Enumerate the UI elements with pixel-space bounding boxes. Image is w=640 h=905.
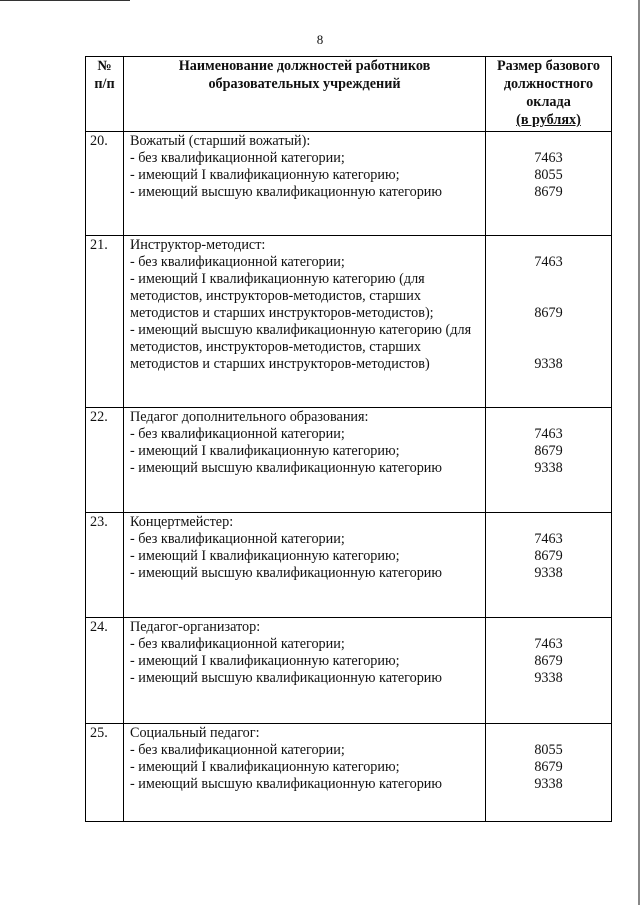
category-item: - имеющий I квалификационную категорию; — [130, 759, 400, 775]
category-item: - имеющий высшую квалификационную категорию — [130, 460, 442, 476]
salary-value: 9338 — [534, 670, 563, 686]
category-item: - без квалификационной категории; — [130, 742, 345, 758]
header-name-line1: Наименование должностей работников — [178, 58, 431, 74]
row-salaries — [486, 724, 612, 822]
salary-table — [85, 56, 612, 822]
category-item: - без квалификационной категории; — [130, 150, 345, 166]
category-item: - имеющий I квалификационную категорию (для методистов, инструкторов-методистов, старших методистов и старших инструкторов-методистов); — [130, 271, 434, 321]
category-item: - без квалификационной категории; — [130, 426, 345, 442]
header-salary-line4: (в рублях) — [516, 112, 581, 128]
salary-value: 8679 — [534, 305, 563, 321]
header-salary-line1: Размер базового — [496, 58, 601, 74]
salary-value: 7463 — [534, 254, 563, 270]
category-item: - имеющий высшую квалификационную категорию — [130, 184, 442, 200]
salary-value: 9338 — [534, 776, 563, 792]
row-position — [124, 724, 486, 822]
row-number: 24. — [86, 618, 124, 724]
position-title: Педагог-организатор: — [130, 619, 261, 635]
position-title: Концертмейстер: — [130, 514, 234, 530]
table-row — [86, 408, 612, 513]
salary-value: 9338 — [534, 356, 563, 372]
table-row — [86, 618, 612, 724]
table-header-row — [86, 57, 612, 132]
salary-value: 8055 — [534, 742, 563, 758]
row-salaries — [486, 513, 612, 618]
salary-value: 7463 — [534, 426, 563, 442]
header-num-line2: п/п — [94, 76, 115, 92]
row-position — [124, 132, 486, 236]
row-number: 25. — [86, 724, 124, 822]
row-position — [124, 236, 486, 408]
category-item: - без квалификационной категории; — [130, 636, 345, 652]
position-title: Вожатый (старший вожатый): — [130, 133, 311, 149]
row-salaries — [486, 132, 612, 236]
salary-value: 8679 — [534, 184, 563, 200]
row-number: 23. — [86, 513, 124, 618]
category-item: - имеющий I квалификационную категорию; — [130, 548, 400, 564]
category-item: - без квалификационной категории; — [130, 254, 345, 270]
row-position — [124, 408, 486, 513]
salary-value: 8679 — [534, 548, 563, 564]
category-item: - без квалификационной категории; — [130, 531, 345, 547]
row-position — [124, 513, 486, 618]
header-number — [86, 57, 124, 132]
category-item: - имеющий I квалификационную категорию; — [130, 443, 400, 459]
salary-value: 8679 — [534, 759, 563, 775]
page-number: 8 — [316, 32, 324, 47]
header-name-line2: образовательных учреждений — [208, 76, 401, 92]
salary-value: 9338 — [534, 460, 563, 476]
table-row — [86, 724, 612, 822]
position-title: Социальный педагог: — [130, 725, 260, 741]
salary-value: 8679 — [534, 443, 563, 459]
row-salaries — [486, 236, 612, 408]
header-salary-line3: оклада — [526, 94, 571, 110]
row-salaries — [486, 618, 612, 724]
category-item: - имеющий I квалификационную категорию; — [130, 167, 400, 183]
position-title: Педагог дополнительного образования: — [130, 409, 369, 425]
row-salaries — [486, 408, 612, 513]
category-item: - имеющий высшую квалификационную категорию — [130, 776, 442, 792]
scan-edge-top — [0, 0, 130, 1]
salary-value: 7463 — [534, 150, 563, 166]
row-number: 20. — [86, 132, 124, 236]
salary-value: 9338 — [534, 565, 563, 581]
row-number: 22. — [86, 408, 124, 513]
table-row — [86, 132, 612, 236]
header-salary — [486, 57, 612, 132]
salary-value: 7463 — [534, 636, 563, 652]
salary-value: 8679 — [534, 653, 563, 669]
table-row — [86, 513, 612, 618]
header-salary-line2: должностного — [503, 76, 594, 92]
category-item: - имеющий высшую квалификационную категорию — [130, 670, 442, 686]
header-position-name — [124, 57, 486, 132]
salary-value: 7463 — [534, 531, 563, 547]
position-title: Инструктор-методист: — [130, 237, 266, 253]
salary-value: 8055 — [534, 167, 563, 183]
header-num-line1: № — [97, 58, 112, 74]
row-number: 21. — [86, 236, 124, 408]
table-row — [86, 236, 612, 408]
category-item: - имеющий I квалификационную категорию; — [130, 653, 400, 669]
category-item: - имеющий высшую квалификационную категорию — [130, 565, 442, 581]
row-position — [124, 618, 486, 724]
category-item: - имеющий высшую квалификационную категорию (для методистов, инструкторов-методистов, старших методистов и старших инструкторов-методистов) — [130, 322, 472, 372]
